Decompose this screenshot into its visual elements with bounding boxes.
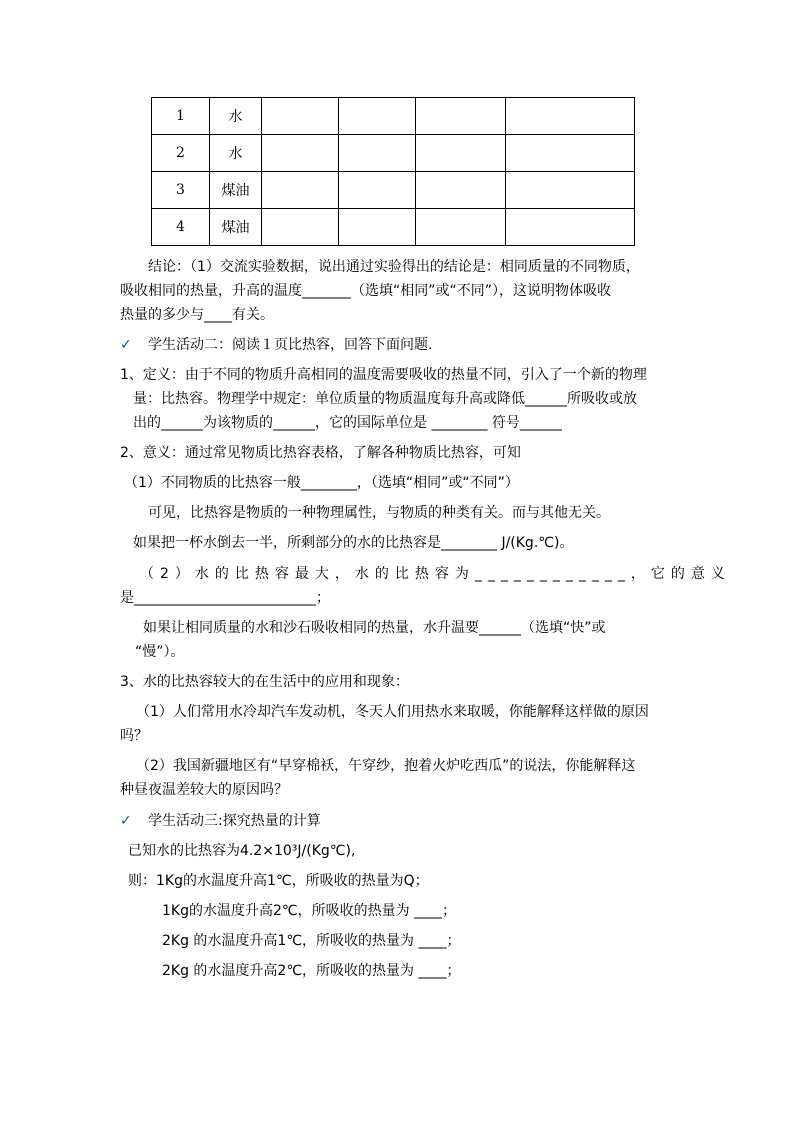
applications-title: 3、水的比热容较大的在生活中的应用和现象： — [120, 674, 409, 690]
empty-cell[interactable] — [506, 98, 635, 135]
empty-cell[interactable] — [416, 98, 506, 135]
empty-cell[interactable] — [339, 135, 416, 172]
empty-cell[interactable] — [262, 209, 339, 246]
conclusion-line-2: 吸收相同的热量，升高的温度_______（选填“相同”或“不同”），这说明物体吸收 — [120, 283, 612, 299]
question-2-line-2: 种昼夜温差较大的原因吗？ — [120, 782, 288, 798]
calculation-case-3: 2Kg 的水温度升高2℃，所吸收的热量为 ____； — [162, 963, 461, 979]
material-cell: 水 — [210, 135, 262, 172]
table-row — [152, 172, 635, 209]
empty-cell[interactable] — [416, 172, 506, 209]
conclusion-line-1: 结论：（1）交流实验数据，说出通过实验得出的结论是：相同质量的不同物质， — [148, 259, 640, 275]
table-row — [152, 209, 635, 246]
calculation-case-1: 1Kg的水温度升高2℃，所吸收的热量为 ____； — [162, 903, 457, 919]
question-1-line-2: 吗？ — [120, 728, 148, 744]
definition-line-3: 出的______为该物质的______，它的国际单位是 ________ 符号______ — [133, 415, 562, 431]
experiment-table — [151, 97, 635, 246]
empty-cell[interactable] — [506, 172, 635, 209]
activity2-title: 学生活动二：阅读１页比热容，回答下面问题. — [148, 337, 433, 353]
check-icon: ✓ — [120, 813, 132, 829]
empty-cell[interactable] — [416, 209, 506, 246]
definition-line-2: 量：比热容。物理学中规定：单位质量的物质温度每升高或降低______所吸收或放 — [133, 391, 637, 407]
table-row — [152, 135, 635, 172]
given-statement: 已知水的比热容为4.2×10³J/(Kg℃), — [128, 843, 356, 859]
then-statement: 则：1Kg的水温度升高1℃，所吸收的热量为Q； — [128, 873, 429, 889]
material-cell: 煤油 — [210, 209, 262, 246]
row-number: 1 — [152, 98, 210, 135]
empty-cell[interactable] — [339, 98, 416, 135]
definition-line-1: 1、定义：由于不同的物质升高相同的温度需要吸收的热量不同，引入了一个新的物理 — [120, 367, 647, 383]
conclusion-line-3: 热量的多少与____有关。 — [120, 307, 274, 323]
meaning-line-1: 2、意义：通过常见物质比热容表格，了解各种物质比热容，可知 — [120, 445, 521, 461]
row-number: 2 — [152, 135, 210, 172]
empty-cell[interactable] — [506, 135, 635, 172]
question-1-line-1: （1）人们常用水冷却汽车发动机，冬天人们用热水来取暖，你能解释这样做的原因 — [136, 704, 649, 720]
empty-cell[interactable] — [506, 209, 635, 246]
meaning-line-7: 如果让相同质量的水和沙石吸收相同的热量，水升温要______（选填“快”或 — [143, 620, 606, 636]
empty-cell[interactable] — [416, 135, 506, 172]
table-row — [152, 98, 635, 135]
empty-cell[interactable] — [339, 209, 416, 246]
question-2-line-1: （2）我国新疆地区有“早穿棉袄，午穿纱，抱着火炉吃西瓜”的说法，你能解释这 — [136, 758, 636, 774]
empty-cell[interactable] — [262, 98, 339, 135]
activity3-title: 学生活动三:探究热量的计算 — [148, 813, 321, 829]
meaning-line-3: 可见，比热容是物质的一种物理属性，与物质的种类有关。而与其他无关。 — [148, 505, 610, 521]
row-number: 3 — [152, 172, 210, 209]
row-number: 4 — [152, 209, 210, 246]
empty-cell[interactable] — [262, 172, 339, 209]
empty-cell[interactable] — [262, 135, 339, 172]
meaning-line-5: （2）水的比热容最大，水的比热容为____________，它的意义 — [140, 566, 731, 582]
meaning-line-4: 如果把一杯水倒去一半，所剩部分的水的比热容是________ J/(Kg.℃)。 — [133, 535, 574, 551]
empty-cell[interactable] — [339, 172, 416, 209]
material-cell: 煤油 — [210, 172, 262, 209]
check-icon: ✓ — [120, 337, 132, 353]
meaning-line-8: “慢”）。 — [135, 644, 185, 660]
calculation-case-2: 2Kg 的水温度升高1℃，所吸收的热量为 ____； — [162, 933, 461, 949]
meaning-line-6: 是__________________________； — [120, 590, 330, 606]
meaning-line-2: （1）不同物质的比热容一般________，（选填“相同”或“不同”） — [124, 475, 519, 491]
material-cell: 水 — [210, 98, 262, 135]
